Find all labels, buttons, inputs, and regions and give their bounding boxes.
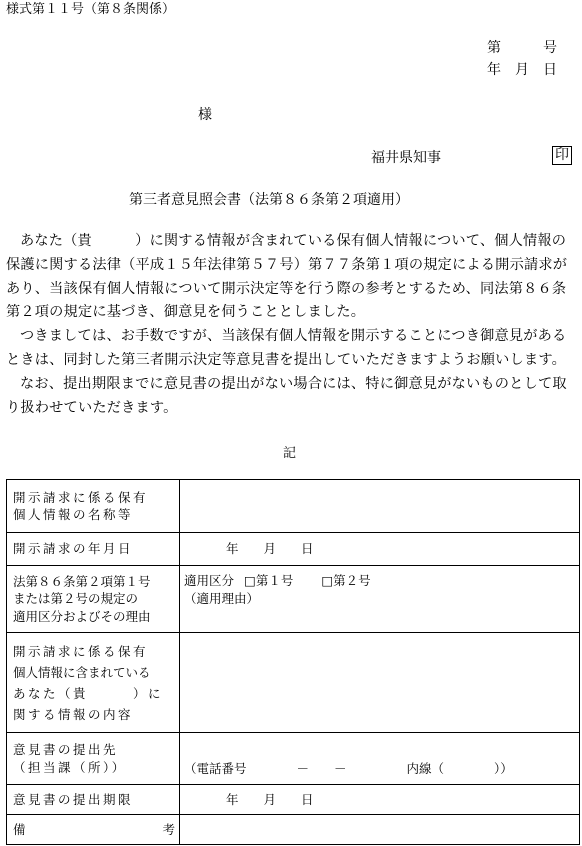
row-label bbox=[7, 533, 180, 566]
body-text bbox=[6, 230, 580, 420]
row-label bbox=[7, 480, 180, 533]
extension-number: 内線（ ）） bbox=[406, 760, 513, 776]
row-label bbox=[7, 785, 180, 815]
official-seal: 印 bbox=[552, 146, 572, 165]
remarks-label bbox=[13, 821, 175, 839]
checkbox-option-2[interactable]: □第２号 bbox=[321, 573, 371, 588]
label-char: 考 bbox=[162, 821, 175, 837]
paragraph bbox=[6, 325, 580, 373]
value-cell bbox=[180, 633, 580, 733]
ki-heading: 記 bbox=[283, 446, 297, 461]
label-line: 開示請求に係る保有 bbox=[13, 643, 149, 659]
table-row bbox=[7, 533, 580, 566]
label-line: 個人情報に含まれている bbox=[13, 664, 151, 680]
value-cell bbox=[180, 533, 580, 566]
reason-label: （適用理由） bbox=[184, 590, 260, 606]
kubun-label: 適用区分 bbox=[184, 573, 235, 588]
label-line: （担当課（所）） bbox=[13, 759, 127, 775]
paragraph-text: つきましては、お手数ですが、当該保有個人情報を開示することにつき御意見があるときは、同封した第三者開示決定等意見書を提出していただきますようお願いします。 bbox=[6, 328, 567, 368]
date-value: 年 月 日 bbox=[226, 541, 314, 557]
label-char: 備 bbox=[13, 821, 26, 837]
value-cell bbox=[180, 480, 580, 533]
label-line: あなた（貴 ）に bbox=[13, 685, 164, 701]
addressee-suffix: 様 bbox=[198, 107, 212, 123]
value-cell bbox=[180, 785, 580, 815]
paragraph bbox=[6, 230, 580, 325]
value-cell bbox=[180, 815, 580, 845]
kubun-line bbox=[184, 572, 575, 590]
sender-name: 福井県知事 bbox=[371, 150, 441, 166]
label-line: 開示請求に係る保有 bbox=[13, 489, 149, 505]
document-title: 第三者意見照会書（法第８６条第２項適用） bbox=[129, 192, 409, 208]
table-row bbox=[7, 733, 580, 785]
table-row bbox=[7, 785, 580, 815]
document-number: 第 号 bbox=[487, 40, 557, 56]
phone-number: （電話番号 － － bbox=[184, 760, 347, 776]
table-row bbox=[7, 633, 580, 733]
label-line: 個人情報の名称等 bbox=[13, 507, 134, 522]
issue-date: 年 月 日 bbox=[487, 62, 557, 78]
table-row bbox=[7, 815, 580, 845]
label-line: 関する情報の内容 bbox=[13, 706, 134, 722]
label-line: 意見書の提出先 bbox=[13, 742, 119, 757]
value-cell bbox=[180, 566, 580, 633]
row-label bbox=[7, 733, 180, 785]
checkbox-option-1[interactable]: □第１号 bbox=[244, 573, 294, 588]
form-number: 様式第１１号（第８条関係） bbox=[6, 2, 176, 17]
row-label bbox=[7, 633, 180, 733]
value-cell bbox=[180, 733, 580, 785]
paragraph-text: あなた（貴 ）に関する情報が含まれている保有個人情報について、個人情報の保護に関する法律（平成１５年法律第５７号）第７７条第１項の規定による開示請求があり、当該保有個人情報について開示決定等を行う際の参考とするため、同法第８６条第２項の規定に基づき、御意見を伺うこととしました。 bbox=[6, 233, 568, 321]
row-label bbox=[7, 815, 180, 845]
label-line: 意見書の提出期限 bbox=[13, 791, 134, 807]
inquiry-table bbox=[6, 479, 580, 845]
paragraph bbox=[6, 373, 580, 421]
label-line: 適用区分およびその理由 bbox=[13, 608, 151, 624]
table-row bbox=[7, 480, 580, 533]
label-line: 開示請求の年月日 bbox=[13, 541, 134, 557]
label-line: または第２号の規定の bbox=[13, 591, 139, 607]
row-label bbox=[7, 566, 180, 633]
table-row bbox=[7, 566, 580, 633]
paragraph-text: なお、提出期限までに意見書の提出がない場合には、特に御意見がないものとして取り扱わせていただきます。 bbox=[6, 375, 567, 416]
label-line: 法第８６条第２項第１号 bbox=[13, 573, 151, 589]
date-value: 年 月 日 bbox=[226, 791, 314, 807]
